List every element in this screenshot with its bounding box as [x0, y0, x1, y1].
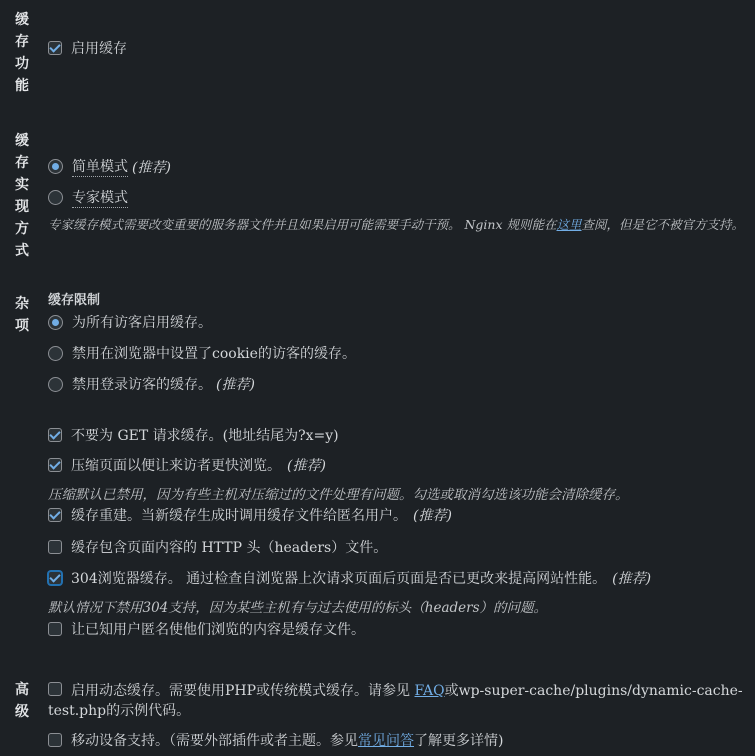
dynamic-caching-checkbox[interactable]	[48, 682, 62, 696]
all-visitors-label[interactable]: 为所有访客启用缓存。	[72, 315, 212, 331]
mobile-support-text-after: 了解更多详情)	[414, 733, 504, 749]
compress-pages-checkbox[interactable]	[48, 458, 62, 472]
browser-caching-recommended: (推荐)	[612, 571, 652, 587]
compress-description: 压缩默认已禁用，因为有些主机对压缩过的文件处理有问题。勾选或取消勾选该功能会清除缓存。	[48, 487, 629, 503]
enable-caching-row[interactable]	[48, 38, 127, 58]
no-cookie-row[interactable]	[48, 343, 356, 363]
anonymous-known-users-checkbox[interactable]	[48, 622, 62, 636]
section-label-cache-mode: 缓 存 实 现 方 式	[15, 133, 29, 259]
enable-caching-label[interactable]: 启用缓存	[71, 41, 127, 57]
anonymous-known-users-row[interactable]	[48, 619, 365, 639]
simple-mode-radio[interactable]	[48, 159, 63, 174]
browser-caching-label[interactable]: 304浏览器缓存。 通过检查自浏览器上次请求页面后页面是否已更改来提高网站性能。	[71, 571, 607, 587]
dynamic-caching-text: 启用动态缓存。需要使用PHP或传统模式缓存。请参见	[71, 683, 411, 699]
expert-mode-radio[interactable]	[48, 190, 63, 205]
compress-recommended: (推荐)	[287, 458, 326, 474]
faq-link[interactable]: FAQ	[414, 683, 445, 699]
common-questions-link[interactable]: 常见问答	[358, 733, 414, 749]
no-cookie-radio[interactable]	[48, 346, 63, 361]
section-label-misc: 杂 项	[15, 296, 29, 334]
simple-mode-label[interactable]: 简单模式	[72, 156, 128, 177]
anonymous-known-users-label[interactable]: 让已知用户匿名使他们浏览的内容是缓存文件。	[71, 622, 365, 638]
mobile-support-checkbox[interactable]	[48, 733, 62, 747]
mobile-support-text: 移动设备支持。（需要外部插件或者主题。参见	[71, 733, 358, 749]
cache-rebuild-recommended: (推荐)	[413, 508, 452, 524]
browser-caching-checkbox[interactable]	[48, 571, 62, 585]
dynamic-caching-row[interactable]	[48, 680, 743, 700]
cache-http-headers-label[interactable]: 缓存包含页面内容的 HTTP 头（headers）文件。	[71, 540, 388, 556]
mobile-support-row[interactable]	[48, 730, 503, 750]
browser-caching-row[interactable]	[48, 568, 651, 588]
no-logged-in-label[interactable]: 禁用登录访客的缓存。	[72, 377, 212, 393]
simple-mode-recommended: (推荐)	[132, 159, 171, 176]
no-logged-in-radio[interactable]	[48, 377, 63, 392]
dont-cache-get-label[interactable]: 不要为 GET 请求缓存。(地址结尾为?x=y)	[71, 428, 339, 444]
simple-mode-row[interactable]	[48, 156, 171, 177]
expert-mode-row[interactable]	[48, 187, 128, 208]
compress-pages-label[interactable]: 压缩页面以便让来访者更快浏览。	[71, 458, 281, 474]
browser-caching-description: 默认情况下禁用304支持，因为某些主机有与过去使用的标头（headers）的问题。	[48, 600, 548, 616]
expert-desc-text-after: 查阅，但是它不被官方支持。	[581, 217, 745, 232]
all-visitors-row[interactable]	[48, 312, 212, 332]
all-visitors-radio[interactable]	[48, 315, 63, 330]
cache-http-headers-row[interactable]	[48, 537, 387, 557]
expert-mode-description	[48, 215, 744, 233]
expert-mode-label[interactable]: 专家模式	[72, 187, 128, 208]
cache-restrictions-heading: 缓存限制	[48, 293, 101, 308]
dynamic-caching-line2: test.php的示例代码。	[48, 703, 191, 719]
section-label-advanced: 高 级	[15, 682, 29, 720]
mobile-support-label[interactable]	[71, 730, 503, 750]
dont-cache-get-checkbox[interactable]	[48, 428, 62, 442]
nginx-rules-link[interactable]: 这里	[556, 217, 582, 232]
dynamic-caching-label[interactable]	[71, 680, 743, 700]
expert-desc-text: 专家缓存模式需要改变重要的服务器文件并且如果启用可能需要手动干预。 Nginx 规则能在	[48, 217, 557, 232]
dynamic-caching-text-after: 或wp-super-cache/plugins/dynamic-cache-	[444, 683, 743, 699]
cache-rebuild-row[interactable]	[48, 505, 452, 525]
section-label-caching: 缓 存 功 能	[15, 12, 29, 94]
cache-rebuild-checkbox[interactable]	[48, 508, 62, 522]
enable-caching-checkbox[interactable]	[48, 41, 62, 55]
cache-http-headers-checkbox[interactable]	[48, 540, 62, 554]
no-logged-in-recommended: (推荐)	[216, 377, 255, 393]
dont-cache-get-row[interactable]	[48, 425, 339, 445]
no-logged-in-row[interactable]	[48, 374, 255, 394]
no-cookie-label[interactable]: 禁用在浏览器中设置了cookie的访客的缓存。	[72, 346, 356, 362]
cache-rebuild-label[interactable]: 缓存重建。当新缓存生成时调用缓存文件给匿名用户。	[71, 508, 407, 524]
compress-pages-row[interactable]	[48, 455, 326, 475]
